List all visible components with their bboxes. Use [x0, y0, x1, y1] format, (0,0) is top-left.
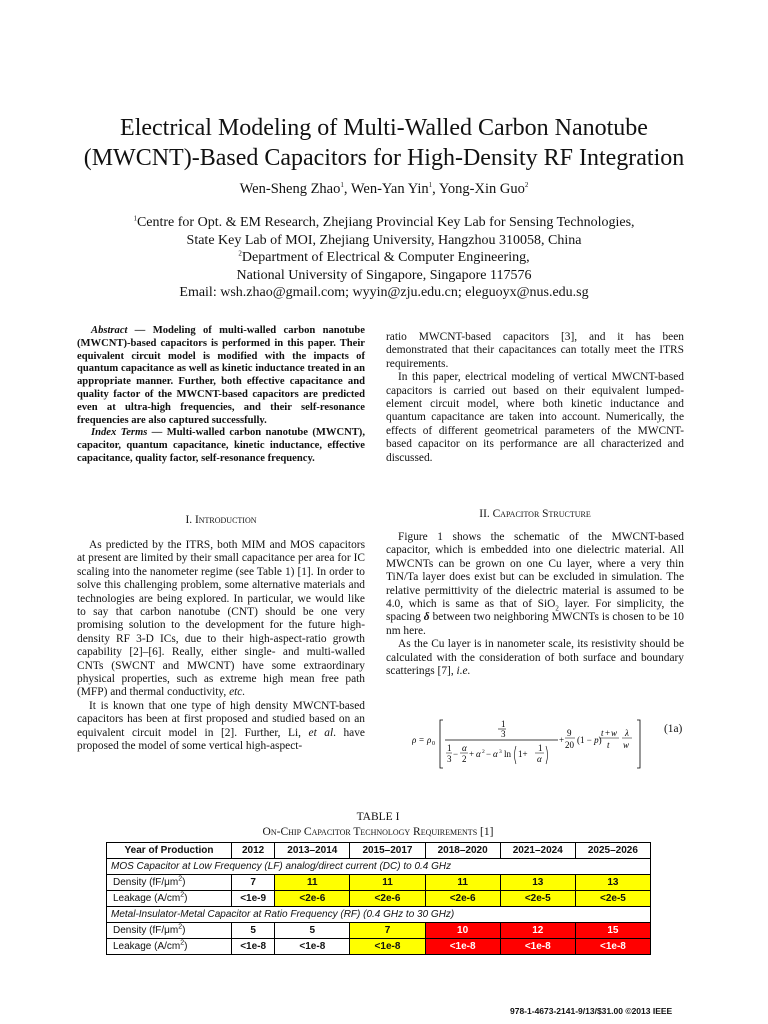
table-cell: 5 — [232, 923, 275, 939]
email-line: Email: wsh.zhao@gmail.com; wyyin@zju.edu.cn; eleguoyx@nus.edu.sg — [179, 285, 589, 300]
title-line-2: (MWCNT)-Based Capacitors for High-Density RF Integration — [83, 145, 685, 171]
table-row — [107, 891, 651, 907]
header-col: 2021–2024 — [500, 843, 575, 859]
table-cell: <2e-5 — [500, 891, 575, 907]
table-cell: <2e-6 — [350, 891, 425, 907]
index-terms-label: Index Terms — — [91, 427, 163, 439]
affil-sup-1: 1 — [133, 214, 137, 223]
left-bracket — [440, 720, 443, 768]
right-para-2: In this paper, electrical modeling of vertical MWCNT-based capacitors is carried out based on their equivalent lumped-element circuit model, where both kinetic inductance and quantum capacitance are taken into account. Numerically, the effects of different geometrical parameters of the MWCNT-based capacitor on its performance are all characterized and discussed. — [386, 371, 684, 464]
den-3: 3 — [447, 754, 452, 764]
affil-line-3 — [40, 249, 728, 267]
affil-sup-2: 2 — [238, 249, 242, 258]
title-line-1: Electrical Modeling of Multi-Walled Carbon Nanotube — [120, 115, 648, 141]
paper-title — [40, 113, 728, 173]
introduction-body — [77, 539, 365, 754]
right-para-1: ratio MWCNT-based capacitors [3], and it has been demonstrated that their capacitances can totally meet the ITRS requirements. — [386, 331, 684, 370]
right-column-intro — [386, 331, 684, 465]
rho: ρ — [412, 735, 417, 745]
affil-line-4: National University of Singapore, Singapore 117576 — [236, 267, 532, 283]
sio2-subscript: 2 — [555, 604, 559, 613]
table-header-row — [107, 843, 651, 859]
ln-frac-1: 1 — [538, 743, 543, 753]
table-group-row — [107, 859, 651, 875]
struct-para-1 — [386, 531, 684, 638]
table-body — [107, 859, 651, 955]
abstract-block — [77, 325, 365, 466]
den-ln: ln — [504, 749, 512, 759]
table-cell: 11 — [350, 875, 425, 891]
header-col: 2018–2020 — [425, 843, 500, 859]
index-terms-text: Multi-walled carbon nanotube (MWCNT), capacitor, quantum capacitance, kinetic inductance, effective capacitance, quality factor, self-resonance frequency. — [77, 427, 365, 464]
header-year: Year of Production — [107, 843, 232, 859]
twenty: 20 — [565, 740, 574, 750]
rho-0-sub: 0 — [432, 741, 435, 747]
numer-1: 1 — [501, 719, 506, 729]
den-alpha3: α — [493, 749, 498, 759]
intro-etc: etc. — [229, 686, 246, 699]
lambda: λ — [625, 728, 629, 738]
w-den: w — [623, 740, 630, 750]
t-plus-w: t — [601, 728, 604, 738]
equation-label: (1a) — [664, 723, 683, 735]
table-cell: 12 — [500, 923, 575, 939]
affil-text-3: Department of Electrical & Computer Engineering, — [241, 250, 530, 265]
table-cell: 10 — [425, 923, 500, 939]
plus-term: + — [559, 735, 565, 745]
nine: 9 — [567, 728, 572, 738]
section-1-title: Introduction — [194, 514, 257, 526]
table-row — [107, 939, 651, 955]
affil-line-1 — [40, 214, 728, 232]
abstract — [77, 325, 365, 427]
den-alpha3-exp: 3 — [499, 749, 502, 755]
plus-sym: + — [605, 728, 611, 738]
section-2-title: Capacitor Structure — [492, 508, 591, 520]
table-cell: <1e-8 — [425, 939, 500, 955]
den-minus-2: − — [486, 749, 492, 759]
struct-para-1-b: layer. For simplicity, the spacing — [386, 598, 684, 624]
table-cell: 7 — [350, 923, 425, 939]
ln-paren-left — [515, 746, 517, 764]
author-3: Yong-Xin Guo — [438, 181, 525, 197]
row-label: Leakage $(A/cm^2)$ — [107, 939, 232, 955]
equation-1a — [412, 718, 657, 770]
abstract-label: Abstract — — [91, 325, 146, 336]
table-group-row — [107, 907, 651, 923]
affil-line-2: State Key Lab of MOI, Zhejiang University, Hangzhou 310058, China — [186, 232, 582, 248]
header-col: 2015–2017 — [350, 843, 425, 859]
ie-text: i.e. — [456, 665, 471, 678]
den-2: 2 — [462, 754, 467, 764]
table-row — [107, 923, 651, 939]
author-2: Wen-Yan Yin — [350, 181, 429, 197]
table-cell: 11 — [425, 875, 500, 891]
table-cell: <1e-8 — [232, 939, 275, 955]
table-cell: <2e-6 — [275, 891, 350, 907]
affiliations — [40, 214, 728, 302]
author-list: Wen-Sheng Zhao$^1$, Wen-Yan Yin$^1$, Yong-Xin Guo$^2$ — [239, 181, 529, 197]
mim-group-label: Metal-Insulator-Metal Capacitor at Ratio Frequency (RF) (0.4 GHz to 30 GHz) — [107, 907, 651, 923]
row-label: Density $(fF/\mu m^2)$ — [107, 923, 232, 939]
den-1: 1 — [447, 743, 452, 753]
ln-paren-right — [546, 746, 548, 764]
struct-para-2-text: As the Cu layer is in nanometer scale, its resistivity should be calculated with the consideration of both surface and boundary scatterings [7], — [386, 638, 684, 678]
header-col: 2025–2026 — [575, 843, 650, 859]
section-heading-introduction — [77, 514, 365, 526]
table-cell: <1e-9 — [232, 891, 275, 907]
section-2-number: II. — [479, 508, 493, 520]
mos-group-label: MOS Capacitor at Low Frequency (LF) analog/direct current (DC) to 0.4 GHz — [107, 859, 651, 875]
capacitor-structure-body — [386, 531, 684, 678]
table-cell: 11 — [275, 875, 350, 891]
den-minus: − — [453, 749, 459, 759]
struct-para-2 — [386, 638, 684, 678]
abstract-text: Modeling of multi-walled carbon nanotube (MWCNT)-based capacitors is performed in this paper. Their equivalent circuit model is modified with the impacts of quantum capacitance as well as kinetic inductance treated in an appropriate manner. Further, both effective capacitance and quality factor of the MWCNT-based capacitors are predicted even at ultra-high frequencies, and their self-resonance frequencies are also captured successfully. — [77, 325, 365, 426]
one-minus-p: (1 − p) — [577, 735, 602, 745]
intro-para-1-text: As predicted by the ITRS, both MIM and MOS capacitors at present are limited by their small capacitance per area for IC scaling into the nanometer regime (see Table 1) [1]. In order to solve this challenging problem, some alternative materials and technologies are being explored. In particular, we would like to say that carbon nanotube (CNT) should be one very promising solution to the development for the future high-density RF 3-D ICs, due to their high-aspect-ratio growth capability [2]–[6]. Really, either single- and multi-walled CNTs (SWCNT and MWCNT) have some extraordinary physical properties, such as extreme high mean free path (MFP) and thermal conductivity, — [77, 539, 365, 699]
table-cell: 15 — [575, 923, 650, 939]
table-cell: <1e-8 — [575, 939, 650, 955]
section-1-number: I. — [185, 514, 195, 526]
den-alpha2-exp: 2 — [482, 749, 485, 755]
header-col: 2013–2014 — [275, 843, 350, 859]
table-cell: 5 — [275, 923, 350, 939]
author-1: Wen-Sheng Zhao — [239, 181, 341, 197]
den-alpha2: α — [476, 749, 481, 759]
table-cell: <2e-6 — [425, 891, 500, 907]
table-cell: <1e-8 — [275, 939, 350, 955]
row-label: Density $(fF/\mu m^2)$ — [107, 875, 232, 891]
copyright-footer: 978-1-4673-2141-9/13/$31.00 ©2013 IEEE — [510, 1006, 673, 1016]
affil-text-1: Centre for Opt. & EM Research, Zhejiang Provincial Key Lab for Sensing Technologies, — [136, 215, 635, 230]
table-cell: 7 — [232, 875, 275, 891]
table-title: TABLE I — [356, 811, 400, 823]
intro-para-2-text-a: It is known that one type of high density MWCNT-based capacitors has been at first proposed and studied based on an equivalent circuit model in [2]. Further, Li, — [77, 699, 365, 739]
w-sym: w — [611, 728, 618, 738]
intro-para-2 — [77, 700, 365, 754]
ln-frac-alpha: α — [537, 754, 542, 764]
table-caption: On-Chip Capacitor Technology Requirements [1] — [262, 826, 494, 838]
numer-3: 3 — [501, 729, 506, 739]
t-den: t — [607, 740, 610, 750]
table-cell: <2e-5 — [575, 891, 650, 907]
header-col: 2012 — [232, 843, 275, 859]
intro-etal: et al — [308, 726, 334, 739]
index-terms — [77, 427, 365, 465]
author-3-affil: 2 — [524, 181, 529, 190]
den-plus: + — [469, 749, 475, 759]
equals: = — [419, 735, 425, 745]
author-1-affil: 1 — [340, 181, 344, 190]
right-bracket — [637, 720, 640, 768]
author-2-affil: 1 — [428, 181, 433, 190]
row-label: Leakage $(A/cm^2)$ — [107, 891, 232, 907]
table-cell: 13 — [575, 875, 650, 891]
struct-para-1-c: between two neighboring MWCNTs is chosen to be 10 nm here. — [386, 611, 684, 637]
table-row — [107, 875, 651, 891]
delta-symbol: δ — [423, 611, 430, 624]
table-cell: 13 — [500, 875, 575, 891]
table-cell: <1e-8 — [500, 939, 575, 955]
table-cell: <1e-8 — [350, 939, 425, 955]
section-heading-capacitor-structure — [386, 508, 684, 520]
intro-para-2-text-b: . have proposed the model of some vertical high-aspect- — [77, 726, 365, 753]
requirements-table — [106, 842, 651, 955]
rho-0: ρ — [427, 735, 432, 745]
intro-para-1 — [77, 539, 365, 700]
ln-one: 1+ — [518, 749, 528, 759]
struct-para-1-a: Figure 1 shows the schematic of the MWCNT-based capacitor, which is embedded into one dielectric material. All MWCNTs can be grown on one Cu layer, where a very thin TiN/Ta layer does exist but can be excluded in simulation. The relative permittivity of the dielectric material is assumed to be 4.0, which is same as that of SiO — [386, 531, 684, 611]
den-alpha: α — [462, 743, 467, 753]
